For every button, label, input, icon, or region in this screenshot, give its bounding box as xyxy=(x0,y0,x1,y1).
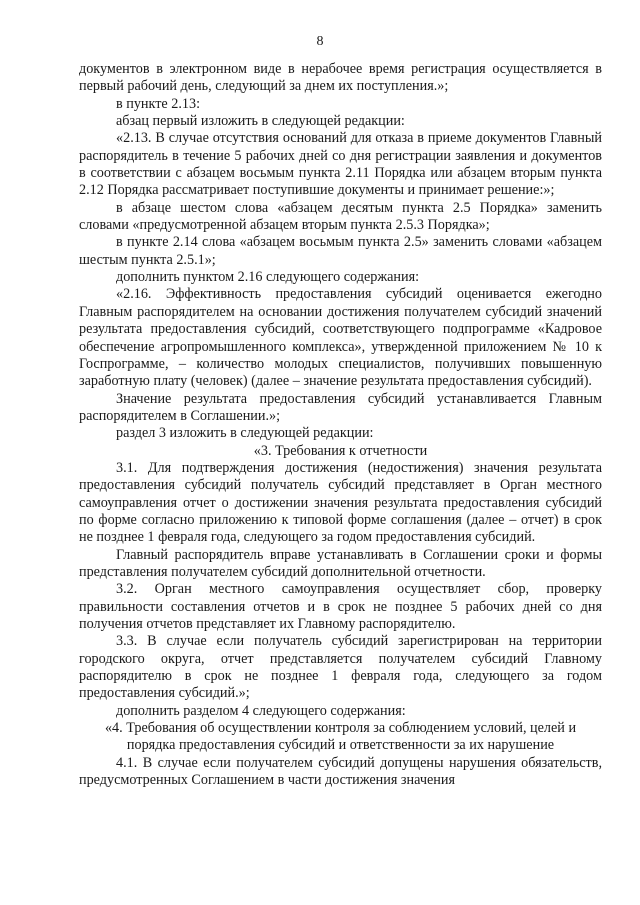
paragraph: раздел 3 изложить в следующей редакции: xyxy=(116,425,374,442)
section-heading: «4. Требования об осуществлении контроля за соблюдением условий, целей и порядка предоставления субсидий и ответственности за их нарушение xyxy=(104,720,577,754)
paragraph: дополнить пунктом 2.16 следующего содержания: xyxy=(116,269,420,286)
paragraph: 3.3. В случае если получатель субсидий зарегистрирован на территории городского округа, отчет представляется получателем субсидий Главному распорядителю в срок не позднее 1 февраля года, следующего за годом предоставления субсидий.»; xyxy=(79,633,602,702)
paragraph: в абзаце шестом слова «абзацем десятым пункта 2.5 Порядка» заменить словами «предусмотренной абзацем вторым пункта 2.5.3 Порядка»; xyxy=(79,199,602,234)
paragraph: 4.1. В случае если получателем субсидий допущены нарушения обязательств, предусмотренных Соглашением в части достижения значения xyxy=(79,754,602,789)
paragraph: 3.1. Для подтверждения достижения (недостижения) значения результата предоставления субсидий получатель субсидий представляет в Орган местного самоуправления отчет о достижении значения результата предоставления субсидий по форме согласно приложению к типовой форме соглашения (далее – отчет) в срок не позднее 1 февраля года, следующего за годом предоставления субсидий. xyxy=(79,459,602,546)
document-body xyxy=(79,61,602,789)
paragraph: документов в электронном виде в нерабочее время регистрация осуществляется в первый рабочий день, следующий за днем их поступления.»; xyxy=(79,61,602,95)
paragraph: в пункте 2.14 слова «абзацем восьмым пункта 2.5» заменить словами «абзацем шестым пункта 2.5.1»; xyxy=(79,234,602,268)
section-heading: «3. Требования к отчетности xyxy=(253,442,428,459)
paragraph: «2.16. Эффективность предоставления субсидий оценивается ежегодно Главным распорядителем на основании достижения получателем субсидий значений результата предоставления субсидий, соответствующего подпрограмме «Кадровое обеспечение агропромышленного комплекса», утвержденной приложением № 10 к Госпрограмме, – количество молодых специалистов, получивших повышенную заработную плату (человек) (далее – значение результата предоставления субсидий). xyxy=(79,286,602,390)
paragraph: дополнить разделом 4 следующего содержания: xyxy=(116,702,406,719)
page-number: 8 xyxy=(316,34,324,49)
paragraph: 3.2. Орган местного самоуправления осуществляет сбор, проверку правильности составления отчетов и в срок не позднее 5 рабочих дней со дня получения отчетов представляет их Главному распорядителю. xyxy=(79,581,602,632)
paragraph: Главный распорядитель вправе устанавливать в Соглашении сроки и формы представления получателем субсидий дополнительной отчетности. xyxy=(79,546,602,580)
paragraph: «2.13. В случае отсутствия оснований для отказа в приеме документов Главный распорядитель в течение 5 рабочих дней со дня регистрации заявления и документов в соответствии с абзацем восьмым пункта 2.11 Порядка или абзацем вторым пункта 2.12 Порядка рассматривает поступившие документы и принимает решение:»; xyxy=(79,130,602,199)
paragraph: в пункте 2.13: xyxy=(116,95,201,112)
paragraph: Значение результата предоставления субсидий устанавливается Главным распорядителем в Соглашении.»; xyxy=(79,390,602,424)
paragraph: абзац первый изложить в следующей редакции: xyxy=(116,113,405,130)
